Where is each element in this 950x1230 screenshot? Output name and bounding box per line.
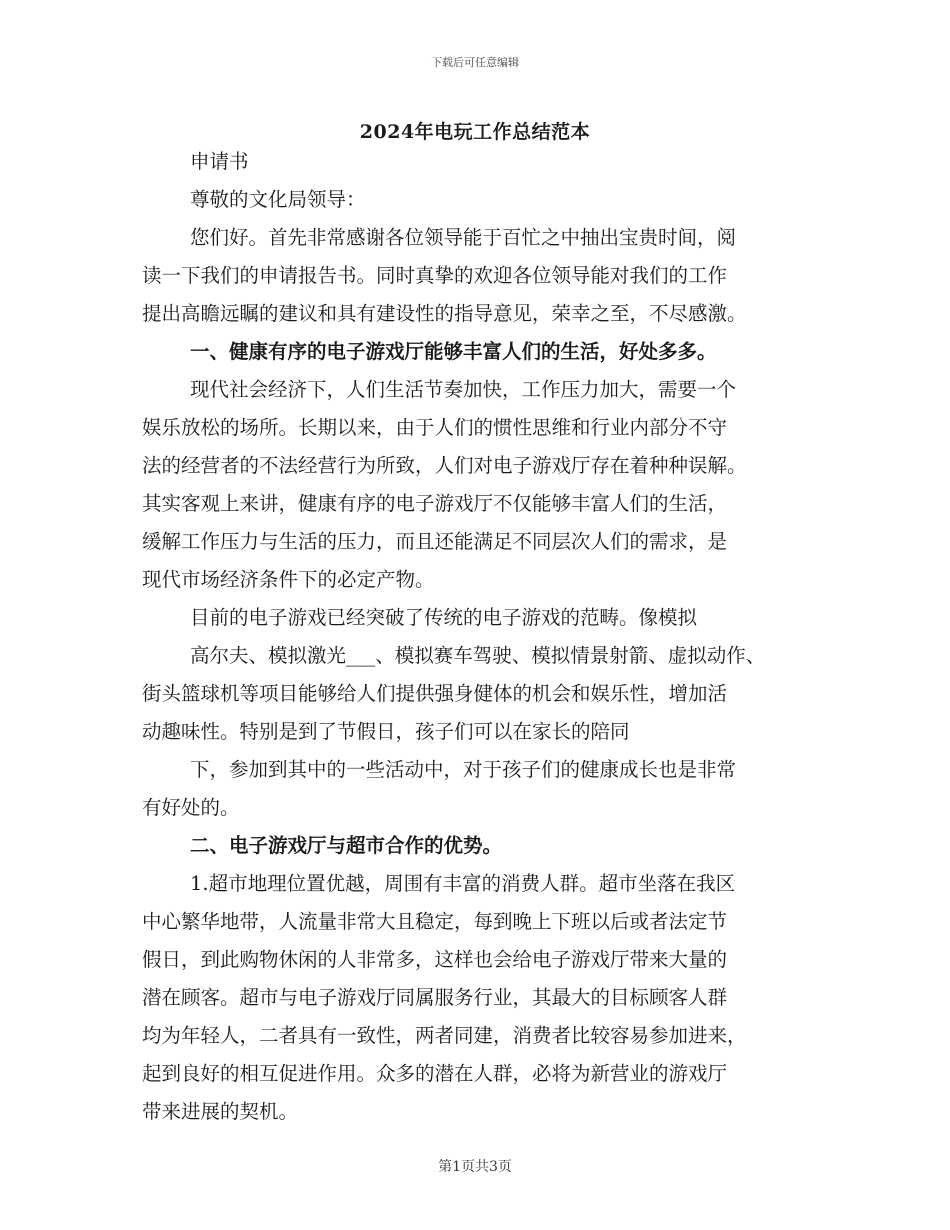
page-number: 第1页共3页 [438,1159,512,1175]
section-heading: 二、电子游戏厅与超市合作的优势。 [190,834,503,857]
paragraph-line: 读一下我们的申请报告书。同时真挚的欢迎各位领导能对我们的工作 [142,264,728,287]
paragraph-line: 中心繁华地带，人流量非常大且稳定，每到晚上下班以后或者法定节 [142,910,728,933]
paragraph-line: 动趣味性。特别是到了节假日，孩子们可以在家长的陪同 [142,720,630,743]
paragraph-line: 现代社会经济下，人们生活节奏加快，工作压力加大，需要一个 [190,378,737,401]
paragraph-line: 均为年轻人，二者具有一致性，两者同建，消费者比较容易参加进来， [142,1024,747,1047]
paragraph-line: 高尔夫、模拟激光___、模拟赛车驾驶、模拟情景射箭、虚拟动作、 [190,644,766,667]
paragraph-line: 您们好。首先非常感谢各位领导能于百忙之中抽出宝贵时间，阅 [190,226,737,249]
paragraph-line: 尊敬的文化局领导： [190,188,366,211]
paragraph-line: 提出高瞻远瞩的建议和具有建设性的指导意见，荣幸之至，不尽感激。 [142,302,747,325]
paragraph-line: 其实客观上来讲，健康有序的电子游戏厅不仅能够丰富人们的生活， [142,492,728,515]
paragraph-line: 下，参加到其中的一些活动中，对于孩子们的健康成长也是非常 [190,758,737,781]
paragraph-line: 缓解工作压力与生活的压力，而且还能满足不同层次人们的需求，是 [142,530,728,553]
paragraph-line: 娱乐放松的场所。长期以来，由于人们的惯性思维和行业内部分不守 [142,416,728,439]
document-title: 2024年电玩工作总结范本 [359,121,591,143]
paragraph-line: 申请书 [190,150,249,173]
paragraph-line: 1.超市地理位置优越，周围有丰富的消费人群。超市坐落在我区 [190,872,736,895]
paragraph-line: 起到良好的相互促进作用。众多的潜在人群，必将为新营业的游戏厅 [142,1062,728,1085]
paragraph-line: 现代市场经济条件下的必定产物。 [142,568,435,591]
paragraph-line: 潜在顾客。超市与电子游戏厅同属服务行业，其最大的目标顾客人群 [142,986,728,1009]
header-note: 下载后可任意编辑 [431,56,519,69]
paragraph-line: 法的经营者的不法经营行为所致，人们对电子游戏厅存在着种种误解。 [142,454,747,477]
paragraph-line: 假日，到此购物休闲的人非常多，这样也会给电子游戏厅带来大量的 [142,948,728,971]
section-heading: 一、健康有序的电子游戏厅能够丰富人们的生活，好处多多。 [190,340,717,363]
paragraph-line: 目前的电子游戏已经突破了传统的电子游戏的范畴。像模拟 [190,606,698,629]
paragraph-line: 有好处的。 [142,796,240,819]
paragraph-line: 带来进展的契机。 [142,1100,299,1123]
paragraph-line: 街头篮球机等项目能够给人们提供强身健体的机会和娱乐性，增加活 [142,682,728,705]
